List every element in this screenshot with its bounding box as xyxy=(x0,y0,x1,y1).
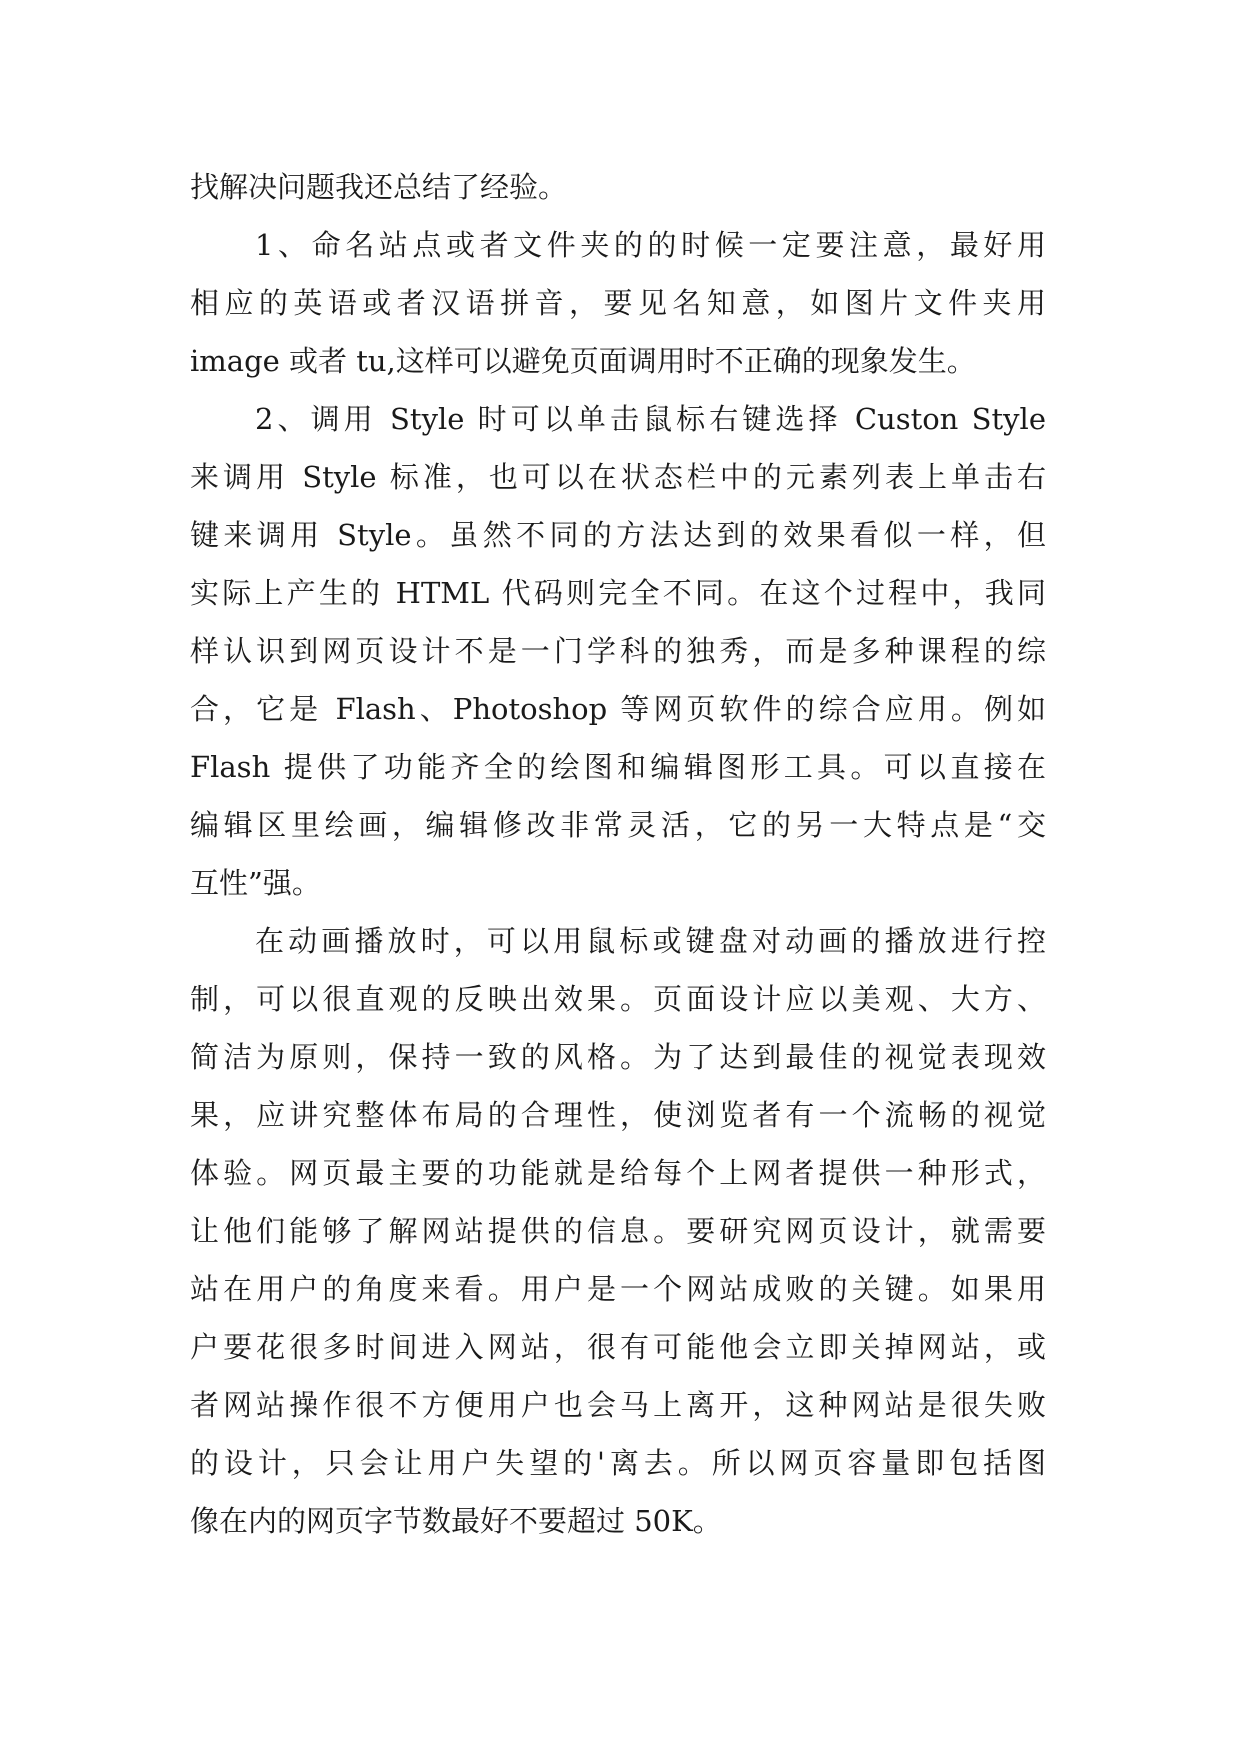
text-line: 户要花很多时间进入网站，很有可能他会立即关掉网站，或 xyxy=(190,1330,1046,1364)
text-line: 简洁为原则，保持一致的风格。为了达到最佳的视觉表现效 xyxy=(190,1040,1046,1074)
body-text xyxy=(190,158,1046,1550)
text-line: 互性”强。 xyxy=(190,866,321,900)
text-line: 合，它是 Flash、Photoshop 等网页软件的综合应用。例如 xyxy=(190,692,1046,726)
text-line: 让他们能够了解网站提供的信息。要研究网页设计，就需要 xyxy=(190,1214,1046,1248)
text-line: 站在用户的角度来看。用户是一个网站成败的关键。如果用 xyxy=(190,1272,1046,1306)
text-line: 在动画播放时，可以用鼠标或键盘对动画的播放进行控 xyxy=(255,924,1046,958)
text-line: Flash 提供了功能齐全的绘图和编辑图形工具。可以直接在 xyxy=(190,750,1046,784)
text-line: 编辑区里绘画，编辑修改非常灵活，它的另一大特点是“交 xyxy=(190,808,1046,842)
text-line: 1、命名站点或者文件夹的的时候一定要注意，最好用 xyxy=(255,228,1046,262)
text-line: 制，可以很直观的反映出效果。页面设计应以美观、大方、 xyxy=(190,982,1046,1016)
text-line: 找解决问题我还总结了经验。 xyxy=(190,170,568,204)
text-line: 体验。网页最主要的功能就是给每个上网者提供一种形式， xyxy=(190,1156,1046,1190)
text-line: 相应的英语或者汉语拼音，要见名知意，如图片文件夹用 xyxy=(190,286,1046,320)
text-line: 果，应讲究整体布局的合理性，使浏览者有一个流畅的视觉 xyxy=(190,1098,1046,1132)
text-line: 者网站操作很不方便用户也会马上离开，这种网站是很失败 xyxy=(190,1388,1046,1422)
text-line: 像在内的网页字节数最好不要超过 50K。 xyxy=(190,1504,722,1538)
text-line: 样认识到网页设计不是一门学科的独秀，而是多种课程的综 xyxy=(190,634,1046,668)
text-line: 2、调用 Style 时可以单击鼠标右键选择 Custon Style xyxy=(255,402,1046,436)
text-line: 实际上产生的 HTML 代码则完全不同。在这个过程中，我同 xyxy=(190,576,1046,610)
text-line: 键来调用 Style。虽然不同的方法达到的效果看似一样，但 xyxy=(190,518,1046,552)
text-line: image 或者 tu,这样可以避免页面调用时不正确的现象发生。 xyxy=(190,344,976,378)
text-line: 的设计，只会让用户失望的'离去。所以网页容量即包括图 xyxy=(190,1446,1046,1480)
text-line: 来调用 Style 标准，也可以在状态栏中的元素列表上单击右 xyxy=(190,460,1046,494)
